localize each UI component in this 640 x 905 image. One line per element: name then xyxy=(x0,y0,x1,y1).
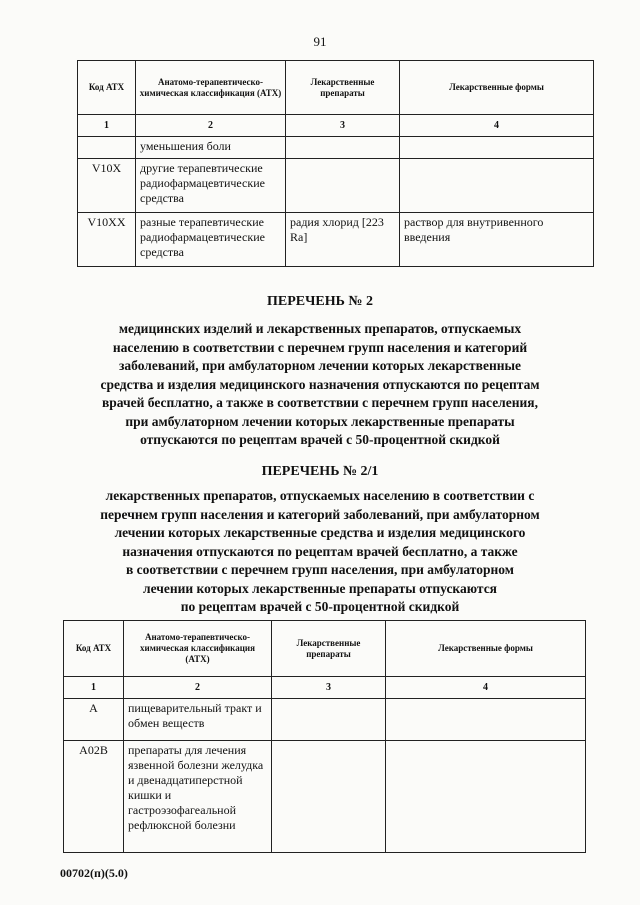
document-code: 00702(п)(5.0) xyxy=(60,866,128,880)
column-number: 1 xyxy=(64,677,124,699)
column-number: 3 xyxy=(286,115,400,137)
text-line: населению в соответствии с перечнем групп населения и категорий xyxy=(112,339,528,355)
text-line: назначения отпускаются по рецептам врачей бесплатно, а также xyxy=(122,543,518,559)
header-atc: Анатомо-терапевтическо-химическая классификация (АТХ) xyxy=(124,621,272,677)
column-number: 2 xyxy=(124,677,272,699)
header-forms: Лекарственные формы xyxy=(386,621,586,677)
table-row xyxy=(78,213,594,267)
drug-name xyxy=(272,741,386,853)
text-line: лекарственных препаратов, отпускаемых населению в соответствии с xyxy=(105,488,535,503)
column-number: 4 xyxy=(400,115,594,137)
dosage-form xyxy=(386,741,586,853)
header-forms: Лекарственные формы xyxy=(400,61,594,115)
list-2-1-title: ПЕРЕЧЕНЬ № 2/1 xyxy=(261,464,379,479)
header-drugs: Лекарственные препараты xyxy=(272,621,386,677)
dosage-form xyxy=(400,159,594,213)
header-atc: Анатомо-терапевтическо-химическая классификация (АТХ) xyxy=(136,61,286,115)
atx-code: V10X xyxy=(78,159,136,213)
table-row xyxy=(78,137,594,159)
text-line: заболеваний, при амбулаторном лечении которых лекарственные xyxy=(118,358,522,373)
table-row xyxy=(78,159,594,213)
atx-code: V10XX xyxy=(78,213,136,267)
text-line: по рецептам врачей с 50-процентной скидкой xyxy=(180,599,460,614)
column-number: 2 xyxy=(136,115,286,137)
atx-name: другие терапевтические радиофармацевтические средства xyxy=(136,159,286,213)
atx-code xyxy=(78,137,136,159)
atx-code: A xyxy=(64,699,124,741)
text-line: при амбулаторном лечении которых лекарственные препараты xyxy=(125,413,515,429)
table-row xyxy=(64,699,586,741)
list-2-1-description xyxy=(60,487,580,617)
column-number-row xyxy=(64,677,586,699)
text-line: перечнем групп населения и категорий заболеваний, при амбулаторном xyxy=(100,506,540,522)
text-line: врачей бесплатно, а также в соответствии с перечнем групп населения, xyxy=(102,395,538,410)
text-line: отпускаются по рецептам врачей с 50-процентной скидкой xyxy=(140,432,500,447)
header-code: Код АТХ xyxy=(64,621,124,677)
table-row xyxy=(64,741,586,853)
column-number: 4 xyxy=(386,677,586,699)
text-line: в соответствии с перечнем групп населения, при амбулаторном xyxy=(126,562,514,577)
atx-name: препараты для лечения язвенной болезни желудка и двенадцатиперстной кишки и гастроэзофагеальной рефлюксной болезни xyxy=(124,741,272,853)
text-line: лечении которых лекарственные средства и изделия медицинского xyxy=(114,525,526,540)
column-number: 3 xyxy=(272,677,386,699)
header-drugs: Лекарственные препараты xyxy=(286,61,400,115)
column-number-row xyxy=(78,115,594,137)
dosage-form: раствор для внутривенного введения xyxy=(400,213,594,267)
atx-table-list-2-1 xyxy=(63,620,586,853)
column-number: 1 xyxy=(78,115,136,137)
list-2-description xyxy=(60,320,580,450)
list-2-title: ПЕРЕЧЕНЬ № 2 xyxy=(267,294,373,309)
text-line: медицинских изделий и лекарственных препаратов, отпускаемых xyxy=(118,321,522,336)
atx-code: A02B xyxy=(64,741,124,853)
dosage-form xyxy=(386,699,586,741)
text-line: лечении которых лекарственные препараты отпускаются xyxy=(143,580,497,596)
atx-name: разные терапевтические радиофармацевтические средства xyxy=(136,213,286,267)
drug-name xyxy=(286,137,400,159)
header-code: Код АТХ xyxy=(78,61,136,115)
drug-name xyxy=(272,699,386,741)
atx-name: пищеварительный тракт и обмен веществ xyxy=(124,699,272,741)
atx-table-continuation xyxy=(77,60,594,267)
drug-name xyxy=(286,159,400,213)
text-line: средства и изделия медицинского назначения отпускаются по рецептам xyxy=(100,376,540,392)
page-number: 91 xyxy=(313,34,327,49)
atx-name: уменьшения боли xyxy=(136,137,286,159)
dosage-form xyxy=(400,137,594,159)
drug-name: радия хлорид [223 Ra] xyxy=(286,213,400,267)
